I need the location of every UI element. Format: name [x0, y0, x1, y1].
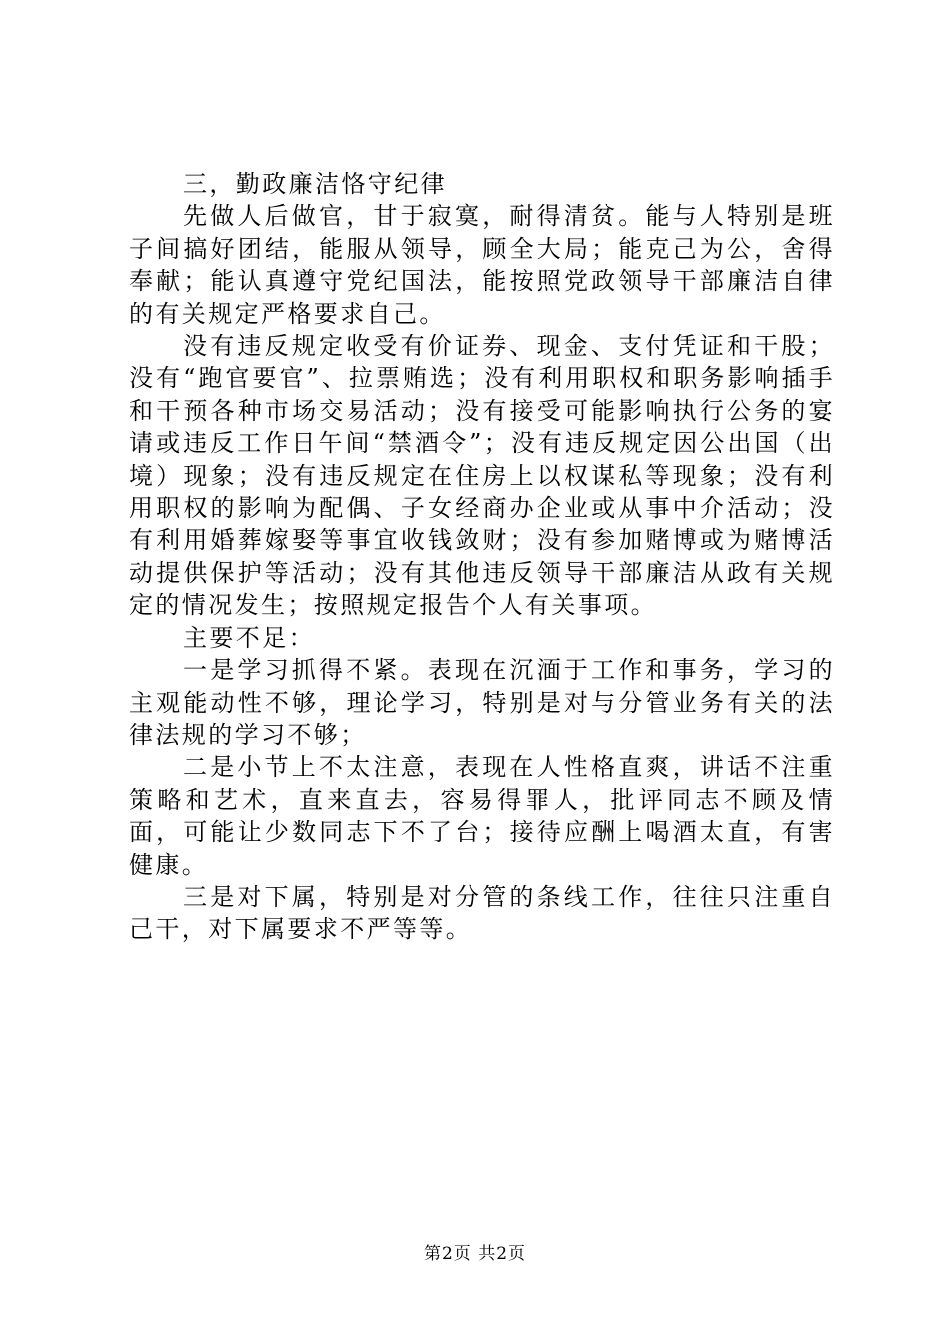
- paragraph-shortcomings-heading: 主要不足：: [183, 623, 315, 652]
- paragraph-shortcoming-1: 一是学习抓得不紧。表现在沉湎于工作和事务，学习的主观能动性不够，理论学习，特别是对与分管业务有关的法律法规的学习不够；: [129, 656, 835, 749]
- paragraph-integrity: 先做人后做官，甘于寂寞，耐得清贫。能与人特别是班子间搞好团结，能服从领导，顾全大局；能克己为公，舍得奉献；能认真遵守党纪国法，能按照党政领导干部廉洁自律的有关规定严格要求自己。: [129, 202, 835, 328]
- page-number-footer: 第2页 共2页: [423, 1244, 527, 1264]
- document-body: [129, 168, 835, 946]
- paragraph-violations-list: 没有违反规定收受有价证券、现金、支付凭证和干股；没有“跑官要官”、拉票贿选；没有利用职权和职务影响插手和干预各种市场交易活动；没有接受可能影响执行公务的宴请或违反工作日午间“禁酒令”；没有违反规定因公出国（出境）现象；没有违反规定在住房上以权谋私等现象；没有利用职权的影响为配偶、子女经商办企业或从事中介活动；没有利用婚葬嫁娶等事宜收钱敛财；没有参加赌博或为赌博活动提供保护等活动；没有其他违反领导干部廉洁从政有关规定的情况发生；按照规定报告个人有关事项。: [129, 332, 835, 620]
- section-heading: 三，勤政廉洁恪守纪律: [183, 170, 447, 198]
- paragraph-shortcoming-3: 三是对下属，特别是对分管的条线工作，往往只注重自己干，对下属要求不严等等。: [129, 882, 835, 944]
- paragraph-shortcoming-2: 二是小节上不太注意，表现在人性格直爽，讲话不注重策略和艺术，直来直去，容易得罪人，批评同志不顾及情面，可能让少数同志下不了台；接待应酬上喝酒太直，有害健康。: [129, 753, 835, 879]
